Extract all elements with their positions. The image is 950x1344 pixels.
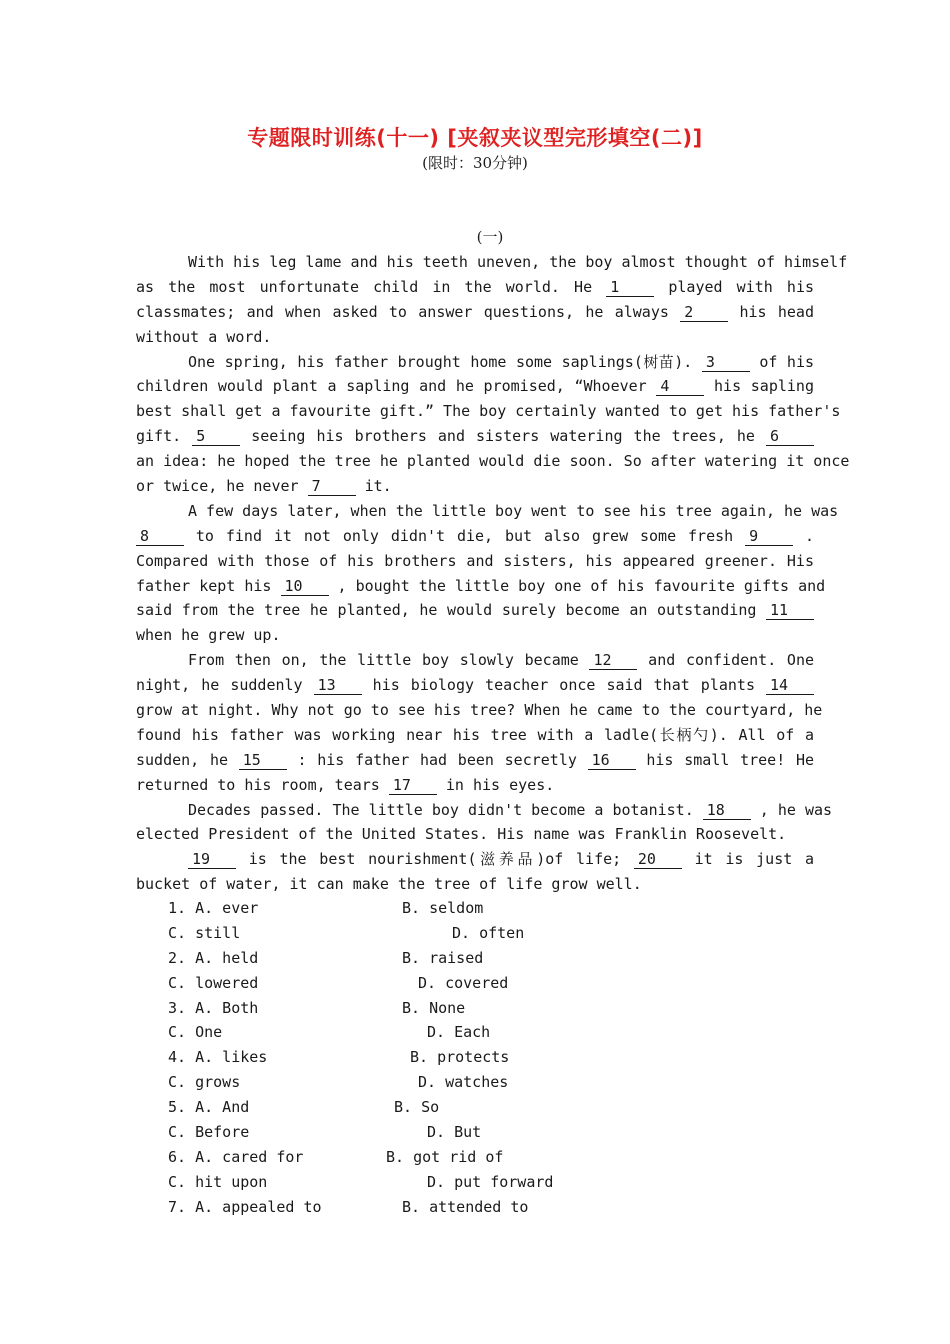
- passage-text: : his father had been secretly: [297, 750, 577, 769]
- passage-text: From then on, the little boy slowly became: [188, 651, 579, 670]
- option-right[interactable]: D. put forward: [427, 1172, 554, 1191]
- passage-line: [136, 723, 814, 748]
- passage-line: [136, 350, 814, 375]
- passage-line: [136, 847, 814, 872]
- passage-line: [136, 549, 814, 574]
- passage-text: played with his: [668, 277, 815, 296]
- passage-text: A few days later, when the little boy went to see his tree again, he was: [188, 501, 839, 520]
- passage-line: [136, 698, 823, 723]
- passage-text: as the most unfortunate child in the world. He: [136, 277, 593, 296]
- option-left[interactable]: C. hit upon: [168, 1172, 268, 1191]
- option-row: [168, 1170, 768, 1195]
- passage-text: his sapling: [714, 377, 814, 396]
- passage-text: bucket of water, it can make the tree of life grow well.: [136, 875, 642, 894]
- option-row: [168, 1120, 768, 1145]
- blank-19[interactable]: [188, 850, 236, 869]
- passage-line: [136, 275, 814, 300]
- passage-text: One spring, his father brought home some saplings(树苗).: [188, 352, 693, 371]
- blank-2[interactable]: [680, 303, 728, 322]
- option-row: [168, 996, 768, 1021]
- option-row: [168, 1045, 768, 1070]
- passage-text: his small tree! He: [646, 750, 815, 769]
- passage-line: [136, 872, 814, 897]
- option-right[interactable]: D. covered: [418, 973, 509, 992]
- passage-text: With his leg lame and his teeth uneven, the boy almost thought of himself: [188, 253, 848, 271]
- option-row: [168, 1070, 768, 1095]
- blank-15[interactable]: [239, 751, 287, 770]
- passage-text: to find it not only didn't die, but also grew some fresh: [195, 526, 734, 545]
- blank-number: 14: [770, 676, 789, 695]
- passage-text: his biology teacher once said that plants: [372, 676, 755, 695]
- option-row: [168, 1020, 768, 1045]
- blank-number: 17: [392, 775, 411, 794]
- blank-17[interactable]: [389, 776, 437, 795]
- time-limit: (限时：30分钟): [422, 154, 528, 172]
- blank-number: 4: [660, 377, 670, 396]
- passage-line: [136, 822, 814, 847]
- option-left[interactable]: 4. A. likes: [168, 1048, 268, 1067]
- passage-line: [136, 424, 814, 449]
- passage-text: gift.: [136, 427, 182, 446]
- blank-5[interactable]: [192, 427, 240, 446]
- option-right[interactable]: B. got rid of: [386, 1147, 504, 1166]
- blank-number: 12: [593, 651, 612, 670]
- passage-text: it is just a: [694, 850, 815, 869]
- passage-line: [136, 399, 841, 424]
- blank-number: 15: [242, 750, 261, 769]
- passage-text: classmates; and when asked to answer questions, he always: [136, 302, 669, 321]
- blank-number: 6: [770, 427, 780, 446]
- option-right[interactable]: B. So: [394, 1098, 440, 1117]
- passage-line: [136, 773, 814, 798]
- passage-line: [136, 374, 814, 399]
- blank-16[interactable]: [588, 751, 636, 770]
- option-right[interactable]: B. protects: [410, 1048, 510, 1067]
- blank-number: 16: [591, 750, 610, 769]
- option-row: [168, 896, 768, 921]
- option-right[interactable]: B. raised: [402, 948, 484, 967]
- passage-text: or twice, he never: [136, 477, 299, 496]
- passage-line: [136, 748, 814, 773]
- section-label: (一): [476, 228, 504, 246]
- option-row: [168, 1145, 768, 1170]
- option-row: [168, 1095, 768, 1120]
- option-row: [168, 921, 768, 946]
- blank-9[interactable]: [745, 527, 793, 546]
- passage-text: Compared with those of his brothers and sisters, his appeared greener. His: [136, 551, 814, 570]
- passage-text: Decades passed. The little boy didn't become a botanist.: [188, 800, 694, 819]
- passage-text: best shall get a favourite gift.” The boy certainly wanted to get his father's: [136, 402, 841, 421]
- blank-11[interactable]: [766, 601, 814, 620]
- passage-text: , he was: [759, 800, 833, 819]
- blank-number: 2: [684, 302, 694, 321]
- passage-line: [136, 250, 848, 275]
- blank-7[interactable]: [308, 477, 356, 496]
- option-left[interactable]: C. grows: [168, 1073, 241, 1092]
- option-right[interactable]: B. None: [402, 998, 466, 1017]
- option-right[interactable]: D. But: [427, 1123, 482, 1142]
- blank-18[interactable]: [703, 801, 751, 820]
- passage-line: [136, 474, 814, 499]
- blank-1[interactable]: [606, 278, 654, 297]
- option-right[interactable]: D. watches: [418, 1073, 509, 1092]
- passage-text: is the best nourishment(滋养品)of life;: [248, 850, 622, 869]
- passage-text: it.: [364, 477, 392, 496]
- blank-13[interactable]: [314, 676, 362, 695]
- blank-10[interactable]: [281, 577, 329, 596]
- blank-6[interactable]: [766, 427, 814, 446]
- passage-text: grow at night. Why not go to see his tree? When he came to the courtyard, he: [136, 701, 823, 720]
- option-left[interactable]: 3. A. Both: [168, 998, 259, 1017]
- passage-line: [136, 798, 833, 823]
- option-left[interactable]: C. lowered: [168, 973, 259, 992]
- passage-text: children would plant a sapling and he promised, “Whoever: [136, 377, 647, 396]
- passage-text: when he grew up.: [136, 626, 281, 645]
- option-left[interactable]: C. Before: [168, 1123, 250, 1142]
- passage-text: of his: [759, 352, 815, 371]
- passage-line: [136, 673, 814, 698]
- passage-line: [136, 300, 814, 325]
- passage-text: an idea: he hoped the tree he planted would die soon. So after watering it once: [136, 452, 850, 471]
- passage-text: , bought the little boy one of his favourite gifts and: [337, 576, 826, 595]
- passage-line: [136, 648, 814, 673]
- option-row: [168, 971, 768, 996]
- option-left[interactable]: 1. A. ever: [168, 899, 259, 917]
- blank-number: 19: [192, 850, 211, 869]
- option-right[interactable]: B. seldom: [402, 899, 484, 917]
- blank-number: 10: [284, 576, 303, 595]
- passage-text: seeing his brothers and sisters watering the trees, he: [251, 427, 755, 446]
- option-left[interactable]: C. still: [168, 923, 241, 942]
- passage-line: [136, 449, 850, 474]
- blank-4[interactable]: [656, 377, 704, 396]
- option-right[interactable]: B. attended to: [402, 1197, 529, 1216]
- blank-number: 13: [317, 676, 336, 695]
- option-left[interactable]: 2. A. held: [168, 948, 259, 967]
- passage-line: [136, 499, 839, 524]
- option-right[interactable]: D. often: [452, 923, 525, 942]
- blank-number: 20: [637, 850, 656, 869]
- option-row: [168, 946, 768, 971]
- passage-line: [136, 325, 814, 350]
- passage-line: [136, 598, 814, 623]
- passage-line: [136, 623, 814, 648]
- blank-8[interactable]: [136, 527, 184, 546]
- passage-text: night, he suddenly: [136, 676, 303, 695]
- passage-text: found his father was working near his tree with a ladle(长柄勺). All of a: [136, 725, 814, 744]
- passage-text: .: [804, 526, 815, 545]
- passage-text: returned to his room, tears: [136, 775, 380, 794]
- blank-number: 11: [770, 601, 789, 620]
- passage-text: and confident. One: [648, 651, 815, 670]
- passage-text: without a word.: [136, 327, 272, 346]
- passage-text: his head: [739, 302, 814, 321]
- passage: [136, 250, 850, 897]
- passage-text: elected President of the United States. His name was Franklin Roosevelt.: [136, 825, 787, 844]
- option-left[interactable]: C. One: [168, 1023, 223, 1042]
- blank-number: 18: [706, 800, 725, 819]
- blank-14[interactable]: [766, 676, 814, 695]
- option-right[interactable]: D. Each: [427, 1023, 491, 1042]
- passage-text: sudden, he: [136, 750, 229, 769]
- blank-number: 7: [311, 477, 321, 496]
- blank-number: 5: [196, 427, 206, 446]
- passage-text: father kept his: [136, 576, 272, 595]
- blank-20[interactable]: [634, 850, 682, 869]
- passage-text: said from the tree he planted, he would surely become an outstanding: [136, 601, 757, 620]
- blank-number: 1: [610, 277, 620, 296]
- blank-12[interactable]: [589, 651, 637, 670]
- blank-number: 8: [140, 526, 150, 545]
- page-title: 专题限时训练(十一) [夹叙夹议型完形填空(二)]: [247, 126, 703, 150]
- options-list: [168, 896, 768, 1220]
- passage-text: in his eyes.: [445, 775, 555, 794]
- option-left[interactable]: 5. A. And: [168, 1098, 250, 1117]
- option-left[interactable]: 7. A. appealed to: [168, 1197, 322, 1216]
- option-row: [168, 1195, 768, 1220]
- blank-number: 3: [705, 352, 715, 371]
- passage-line: [136, 574, 826, 599]
- passage-line: [136, 524, 814, 549]
- option-left[interactable]: 6. A. cared for: [168, 1147, 304, 1166]
- blank-3[interactable]: [702, 353, 750, 372]
- blank-number: 9: [749, 526, 759, 545]
